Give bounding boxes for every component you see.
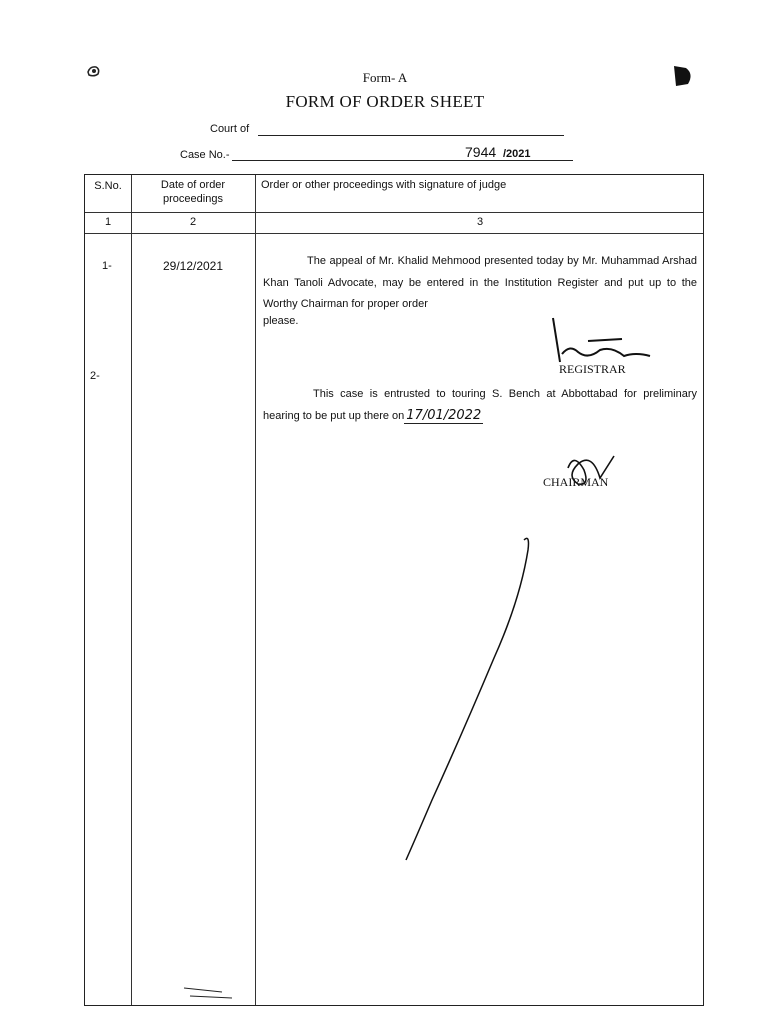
form-title: FORM OF ORDER SHEET xyxy=(285,92,485,111)
case-number: 7944 xyxy=(465,144,497,160)
column-number-3: 3 xyxy=(476,216,484,228)
row-1-date: 29/12/2021 xyxy=(162,259,224,273)
court-of-label: Court of xyxy=(210,123,250,135)
column-number-2: 2 xyxy=(189,216,197,228)
column-number-1: 1 xyxy=(104,216,112,228)
row-1-order-text: The appeal of Mr. Khalid Mehmood presented today by Mr. Muhammad Arshad Khan Tanoli Advocate, may be entered in the Institution Register and put up to the Worthy Chairman for proper order xyxy=(263,255,697,310)
registrar-signatory: REGISTRAR xyxy=(559,362,626,376)
chairman-signature xyxy=(568,456,614,484)
chairman-signatory: CHAIRMAN xyxy=(543,475,609,489)
form-label: Form- A xyxy=(362,70,408,85)
row-1-sno: 1- xyxy=(102,260,112,272)
row-1-order-tail: please. xyxy=(263,315,299,327)
case-no-label: Case No.- xyxy=(180,149,230,161)
registrar-signature xyxy=(553,318,650,362)
column-header-sno: S.No. xyxy=(94,180,122,192)
hearing-date-handwritten: 17/01/2022 xyxy=(406,408,482,423)
column-header-order: Order or other proceedings with signature of judge xyxy=(261,179,507,191)
row-2-sno: 2- xyxy=(90,370,100,382)
scribble-mark xyxy=(184,988,232,998)
row-2-order-body: This case is entrusted to touring S. Bench at Abbottabad for preliminary hearing to be put up there on xyxy=(263,388,697,422)
case-year: /2021 xyxy=(503,148,531,160)
column-header-date: Date of order proceedings xyxy=(160,179,226,205)
strike-through-line xyxy=(406,538,529,860)
